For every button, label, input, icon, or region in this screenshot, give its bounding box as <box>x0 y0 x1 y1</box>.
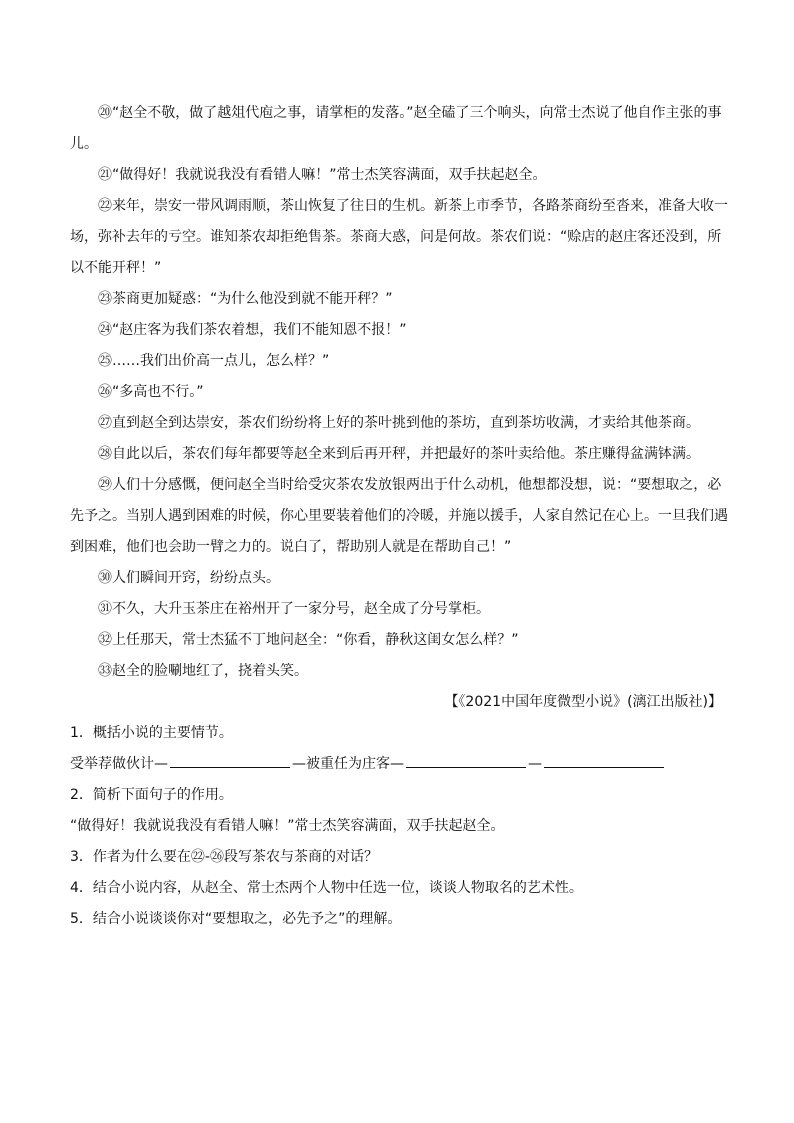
paragraph-33: ㉝赵全的脸唰地红了，挠着头笑。 <box>98 663 308 679</box>
paragraph-27: ㉗直到赵全到达崇安，茶农们纷纷将上好的茶叶挑到他的茶坊，直到茶坊收满，才卖给其他茶商。 <box>98 415 700 431</box>
paragraph-26: ㉖“多高也不行。” <box>98 384 204 400</box>
question-2-quote: “做得好！我就说我没有看错人嘛！”常士杰笑容满面，双手扶起赵全。 <box>70 818 505 834</box>
source-citation: 【《2021中国年度微型小说》(漓江出版社)】 <box>444 694 722 710</box>
paragraph-24: ㉔“赵庄客为我们茶农着想，我们不能知恩不报！” <box>98 322 407 338</box>
answer-blank-3[interactable] <box>544 753 664 768</box>
question-1: 1．概括小说的主要情节。 <box>70 725 233 741</box>
plot-step-2: —被重任为庄客— <box>292 756 404 772</box>
paragraph-29: ㉙人们十分感慨，便问赵全当时给受灾茶农发放银两出于什么动机，他想都没想，说：“要想取之，必先予之。当别人遇到困难的时候，你心里要装着他们的冷暖，并施以援手，人家自然记在心上。一旦我们遇到困难，他们也会助一臂之力的。说白了，帮助别人就是在帮助自己！” <box>70 477 728 555</box>
paragraph-22: ㉒来年，崇安一带风调雨顺，茶山恢复了往日的生机。新茶上市季节，各路茶商纷至沓来，准备大收一场，弥补去年的亏空。谁知茶农却拒绝售茶。茶商大惑，问是何故。茶农们说：“赊店的赵庄客还没到，所以不能开秤！” <box>70 198 728 276</box>
article-body <box>70 98 730 935</box>
paragraph-23: ㉓茶商更加疑惑：“为什么他没到就不能开秤？” <box>98 291 393 307</box>
answer-blank-2[interactable] <box>406 753 526 768</box>
question-5: 5．结合小说谈谈你对“要想取之，必先予之”的理解。 <box>70 911 402 927</box>
answer-blank-1[interactable] <box>170 753 290 768</box>
question-1-answer-line <box>70 749 730 780</box>
question-3: 3．作者为什么要在㉒-㉖段写茶农与茶商的对话？ <box>70 849 378 865</box>
question-4: 4．结合小说内容，从赵全、常士杰两个人物中任选一位，谈谈人物取名的艺术性。 <box>70 880 583 896</box>
plot-dash: — <box>528 756 542 772</box>
paragraph-30: ㉚人们瞬间开窍，纷纷点头。 <box>98 570 280 586</box>
paragraph-28: ㉘自此以后，茶农们每年都要等赵全来到后再开秤，并把最好的茶叶卖给他。茶庄赚得盆满钵满。 <box>98 446 700 462</box>
paragraph-21: ㉑“做得好！我就说我没有看错人嘛！”常士杰笑容满面，双手扶起赵全。 <box>98 167 547 183</box>
paragraph-32: ㉜上任那天，常士杰猛不丁地问赵全：“你看，静秋这闺女怎么样？” <box>98 632 519 648</box>
paragraph-20: ⑳“赵全不敬，做了越俎代庖之事，请掌柜的发落。”赵全磕了三个响头，向常士杰说了他自作主张的事儿。 <box>70 105 722 152</box>
question-2: 2．简析下面句子的作用。 <box>70 787 233 803</box>
paragraph-25: ㉕……我们出价高一点儿，怎么样？” <box>98 353 330 369</box>
plot-step-1: 受举荐做伙计— <box>70 756 168 772</box>
paragraph-31: ㉛不久，大升玉茶庄在裕州开了一家分号，赵全成了分号掌柜。 <box>98 601 490 617</box>
